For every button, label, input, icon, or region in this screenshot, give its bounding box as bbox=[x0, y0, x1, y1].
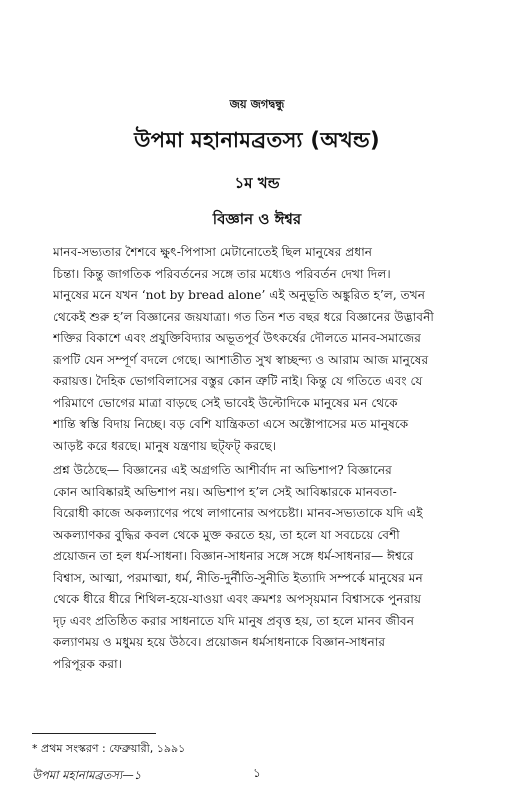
running-footer: উপমা মহানামব্রতস্য—১ bbox=[32, 768, 142, 782]
paragraph-1 bbox=[53, 242, 483, 457]
text-line: থেকে ধীরে ধীরে শিথিল-হয়ে-যাওয়া এবং ক্রমশঃ অপসৃয়মান বিশ্বাসকে পুনরায় bbox=[53, 592, 422, 606]
text-line: মানব-সভ্যতার শৈশবে ক্ষুৎ-পিপাসা মেটানোতেই ছিল মানুষের প্রধান bbox=[53, 245, 373, 259]
text-line: পরিমাণে ভোগের মাত্রা বাড়ছে সেই ভাবেই উল্টোদিকে মানুষের মন থেকে bbox=[53, 395, 398, 410]
body-text bbox=[53, 242, 483, 675]
text-line: প্রশ্ন উঠেছে— বিজ্ঞানের এই অগ্রগতি আশীর্বাদ না অভিশাপ? বিজ্ঞানের bbox=[53, 463, 392, 477]
text-line: অকল্যাণকর বুদ্ধির কবল থেকে মুক্ত করতে হয়, তা হলে যা সবচেয়ে বেশী bbox=[53, 527, 400, 542]
text-line: শক্তির বিকাশে এবং প্রযুক্তিবিদ্যার অভূতপূর্ব উৎকর্ষের দৌলতে মানব-সমাজের bbox=[53, 331, 421, 345]
text-line: পরিপূরক করা। bbox=[53, 656, 122, 671]
text-line: করায়ত্ত। দৈহিক ভোগবিলাসের বস্তুর কোন ত্রুটি নাই। কিন্তু যে গতিতে এবং যে bbox=[53, 374, 423, 388]
text-line: দৃঢ় এবং প্রতিষ্ঠিত করার সাধনাতে যদি মানুষ প্রবৃত্ত হয়, তা হলে মানব জীবন bbox=[53, 613, 414, 628]
text-line: চিন্তা। কিন্তু জাগতিক পরিবর্তনের সঙ্গে তার মধ্যেও পরিবর্তন দেখা দিল। bbox=[53, 266, 391, 281]
text-line: মানুষের মনে যখন ‘not by bread alone’ এই অনুভূতি অঙ্কুরিত হ’ল, তখন bbox=[53, 288, 426, 302]
footnote: * প্রথম সংস্করণ : ফেব্রুয়ারী, ১৯৯১ bbox=[32, 742, 186, 755]
footnote-divider bbox=[32, 733, 156, 734]
text-line: রূপটি যেন সম্পূর্ণ বদলে গেছে। আশাতীত সুখ স্বাচ্ছন্দ্য ও আরাম আজ মানুষের bbox=[53, 352, 429, 367]
text-line: আড়ষ্ট করে ধরছে। মানুষ যন্ত্রণায় ছট্‌ফট্‌ করছে। bbox=[53, 438, 277, 453]
part-label: ১ম খন্ড bbox=[234, 174, 280, 192]
text-line: কল্যাণময় ও মধুময় হয়ে উঠবে। প্রয়োজন ধর্মসাধনাকে বিজ্ঞান-সাধনার bbox=[53, 635, 386, 649]
text-line: থেকেই শুরু হ’ল বিজ্ঞানের জয়যাত্রা। গত তিন শত বছর ধরে বিজ্ঞানের উদ্ভাবনী bbox=[53, 309, 434, 324]
invocation-line: জয় জগদ্বন্ধু bbox=[229, 97, 285, 111]
paragraph-2 bbox=[53, 460, 483, 675]
book-title: উপমা মহানামব্রতস্য (অখন্ড) bbox=[134, 128, 380, 152]
text-line: বিরোধী কাজে অকল্যাণের পথে লাগানোর অপচেষ্টা। মানব-সভ্যতাকে যদি এই bbox=[53, 506, 423, 520]
text-line: কোন আবিষ্কারই অভিশাপ নয়। অভিশাপ হ’ল সেই আবিষ্কারকে মানবতা- bbox=[53, 484, 397, 499]
chapter-heading: বিজ্ঞান ও ঈশ্বর bbox=[212, 210, 302, 228]
page-number: ১ bbox=[253, 766, 261, 780]
text-line: শান্তি স্বস্তি বিদায় নিচ্ছে। বড় বেশি যান্ত্রিকতা এসে অক্টোপাসের মত মানুষকে bbox=[53, 417, 409, 431]
text-line: প্রয়োজন তা হল ধর্ম-সাধনা। বিজ্ঞান-সাধনার সঙ্গে সঙ্গে ধর্ম-সাধনার— ঈশ্বরে bbox=[53, 549, 414, 563]
text-line: বিশ্বাস, আত্মা, পরমাত্মা, ধর্ম, নীতি-দুর্নীতি-সুনীতি ইত্যাদি সম্পর্কে মানুষের মন bbox=[53, 570, 423, 585]
